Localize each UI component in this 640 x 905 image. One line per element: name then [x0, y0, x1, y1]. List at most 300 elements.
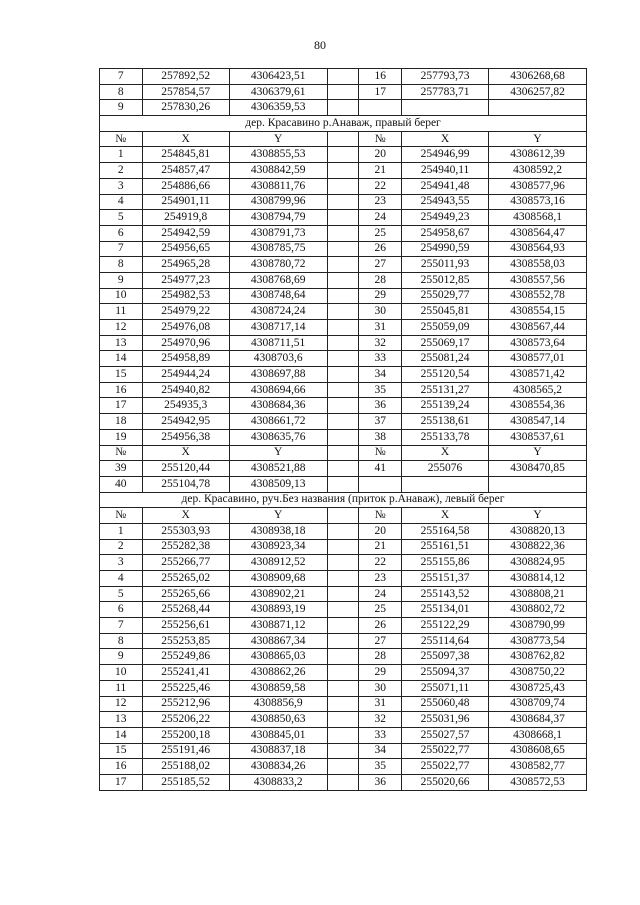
table-row [100, 225, 587, 241]
table-row [100, 272, 587, 288]
x-coordinate: 255266,77 [142, 555, 229, 571]
table-row [100, 743, 587, 759]
y-coordinate: 4308785,75 [229, 241, 327, 257]
y-coordinate: 4308509,13 [229, 476, 327, 492]
point-number: 16 [359, 69, 402, 85]
table-row [100, 712, 587, 728]
x-coordinate: 255256,61 [142, 618, 229, 634]
y-coordinate: 4308567,44 [489, 320, 587, 336]
point-number: 15 [100, 367, 143, 383]
table-row [100, 147, 587, 163]
point-number: 12 [100, 320, 143, 336]
x-coordinate: 255188,02 [142, 759, 229, 775]
x-coordinate: 255114,64 [401, 633, 488, 649]
column-gap [327, 304, 359, 320]
column-gap [327, 257, 359, 273]
y-coordinate: 4308573,16 [489, 194, 587, 210]
x-coordinate: 254857,47 [142, 163, 229, 179]
x-coordinate: 255185,52 [142, 774, 229, 790]
table-row [100, 539, 587, 555]
point-number: 35 [359, 759, 402, 775]
header-num: № [100, 445, 143, 461]
x-coordinate: 255206,22 [142, 712, 229, 728]
table-row [100, 178, 587, 194]
column-gap [327, 665, 359, 681]
point-number: 5 [100, 210, 143, 226]
header-num: № [359, 131, 402, 147]
x-coordinate: 254970,96 [142, 335, 229, 351]
y-coordinate: 4308855,53 [229, 147, 327, 163]
column-gap [327, 163, 359, 179]
point-number [359, 100, 402, 116]
point-number: 10 [100, 665, 143, 681]
x-coordinate: 255071,11 [401, 680, 488, 696]
column-gap [327, 147, 359, 163]
column-gap [327, 272, 359, 288]
y-coordinate: 4306423,51 [229, 69, 327, 85]
column-gap [327, 178, 359, 194]
x-coordinate: 255253,85 [142, 633, 229, 649]
column-gap [327, 461, 359, 477]
x-coordinate: 255081,24 [401, 351, 488, 367]
point-number: 17 [359, 84, 402, 100]
column-gap [327, 712, 359, 728]
header-num: № [100, 131, 143, 147]
y-coordinate: 4308661,72 [229, 414, 327, 430]
x-coordinate: 254919,8 [142, 210, 229, 226]
x-coordinate: 257830,26 [142, 100, 229, 116]
point-number: 22 [359, 178, 402, 194]
x-coordinate: 254942,59 [142, 225, 229, 241]
point-number: 19 [100, 429, 143, 445]
y-coordinate: 4308794,79 [229, 210, 327, 226]
point-number: 6 [100, 225, 143, 241]
x-coordinate: 254944,24 [142, 367, 229, 383]
y-coordinate: 4308811,76 [229, 178, 327, 194]
point-number: 16 [100, 759, 143, 775]
column-gap [327, 210, 359, 226]
table-row [100, 367, 587, 383]
point-number: 40 [100, 476, 143, 492]
x-coordinate: 255212,96 [142, 696, 229, 712]
x-coordinate: 254949,23 [401, 210, 488, 226]
column-gap [327, 225, 359, 241]
table-header-row [100, 508, 587, 524]
x-coordinate: 255268,44 [142, 602, 229, 618]
point-number: 29 [359, 665, 402, 681]
y-coordinate: 4308577,96 [489, 178, 587, 194]
y-coordinate: 4308725,43 [489, 680, 587, 696]
y-coordinate: 4308850,63 [229, 712, 327, 728]
x-coordinate: 255122,29 [401, 618, 488, 634]
y-coordinate: 4308564,93 [489, 241, 587, 257]
point-number: 22 [359, 555, 402, 571]
y-coordinate: 4308557,56 [489, 272, 587, 288]
y-coordinate: 4308558,03 [489, 257, 587, 273]
y-coordinate: 4308791,73 [229, 225, 327, 241]
x-coordinate: 257892,52 [142, 69, 229, 85]
x-coordinate: 254940,82 [142, 382, 229, 398]
column-gap [327, 759, 359, 775]
column-gap [327, 367, 359, 383]
x-coordinate: 255045,81 [401, 304, 488, 320]
x-coordinate: 255031,96 [401, 712, 488, 728]
x-coordinate: 255134,01 [401, 602, 488, 618]
x-coordinate: 255241,41 [142, 665, 229, 681]
y-coordinate: 4308571,42 [489, 367, 587, 383]
point-number: 7 [100, 69, 143, 85]
column-gap [327, 131, 359, 147]
point-number: 24 [359, 210, 402, 226]
y-coordinate: 4308703,6 [229, 351, 327, 367]
y-coordinate: 4308912,52 [229, 555, 327, 571]
point-number: 12 [100, 696, 143, 712]
x-coordinate: 255104,78 [142, 476, 229, 492]
y-coordinate: 4308790,99 [489, 618, 587, 634]
table-row [100, 241, 587, 257]
y-coordinate: 4308768,69 [229, 272, 327, 288]
point-number: 26 [359, 618, 402, 634]
x-coordinate: 255059,09 [401, 320, 488, 336]
point-number: 26 [359, 241, 402, 257]
y-coordinate: 4308750,22 [489, 665, 587, 681]
point-number: 21 [359, 163, 402, 179]
x-coordinate: 255012,85 [401, 272, 488, 288]
x-coordinate: 255138,61 [401, 414, 488, 430]
y-coordinate: 4306257,82 [489, 84, 587, 100]
point-number: 14 [100, 351, 143, 367]
table-row [100, 586, 587, 602]
table-row [100, 429, 587, 445]
y-coordinate: 4308845,01 [229, 727, 327, 743]
column-gap [327, 69, 359, 85]
column-gap [327, 618, 359, 634]
column-gap [327, 539, 359, 555]
x-coordinate: 255143,52 [401, 586, 488, 602]
y-coordinate: 4306359,53 [229, 100, 327, 116]
header-y: Y [229, 445, 327, 461]
x-coordinate: 254886,66 [142, 178, 229, 194]
point-number: 28 [359, 272, 402, 288]
point-number: 8 [100, 257, 143, 273]
y-coordinate [489, 100, 587, 116]
point-number: 1 [100, 523, 143, 539]
x-coordinate: 257783,71 [401, 84, 488, 100]
y-coordinate: 4308773,54 [489, 633, 587, 649]
table-header-row [100, 131, 587, 147]
table-row [100, 571, 587, 587]
y-coordinate: 4308814,12 [489, 571, 587, 587]
x-coordinate: 255139,24 [401, 398, 488, 414]
point-number: 20 [359, 147, 402, 163]
point-number: 4 [100, 194, 143, 210]
column-gap [327, 696, 359, 712]
y-coordinate: 4308521,88 [229, 461, 327, 477]
header-y: Y [229, 131, 327, 147]
y-coordinate: 4308694,66 [229, 382, 327, 398]
point-number: 9 [100, 272, 143, 288]
column-gap [327, 414, 359, 430]
x-coordinate: 255027,57 [401, 727, 488, 743]
y-coordinate: 4308822,36 [489, 539, 587, 555]
y-coordinate: 4308547,14 [489, 414, 587, 430]
table-row [100, 555, 587, 571]
point-number: 25 [359, 602, 402, 618]
point-number: 32 [359, 335, 402, 351]
point-number: 16 [100, 382, 143, 398]
point-number: 39 [100, 461, 143, 477]
y-coordinate: 4308871,12 [229, 618, 327, 634]
point-number: 41 [359, 461, 402, 477]
x-coordinate: 255151,37 [401, 571, 488, 587]
column-gap [327, 633, 359, 649]
table-row [100, 84, 587, 100]
x-coordinate: 255060,48 [401, 696, 488, 712]
x-coordinate: 255011,93 [401, 257, 488, 273]
point-number: 9 [100, 649, 143, 665]
table-row [100, 727, 587, 743]
x-coordinate: 255191,46 [142, 743, 229, 759]
x-coordinate: 255249,86 [142, 649, 229, 665]
table-row [100, 320, 587, 336]
column-gap [327, 288, 359, 304]
x-coordinate: 254845,81 [142, 147, 229, 163]
y-coordinate [489, 476, 587, 492]
column-gap [327, 680, 359, 696]
y-coordinate: 4308684,36 [229, 398, 327, 414]
y-coordinate: 4306379,61 [229, 84, 327, 100]
y-coordinate: 4308568,1 [489, 210, 587, 226]
column-gap [327, 743, 359, 759]
table-row [100, 618, 587, 634]
y-coordinate: 4308537,61 [489, 429, 587, 445]
point-number: 23 [359, 571, 402, 587]
column-gap [327, 523, 359, 539]
y-coordinate: 4308867,34 [229, 633, 327, 649]
column-gap [327, 241, 359, 257]
table-header-row [100, 445, 587, 461]
y-coordinate: 4308808,21 [489, 586, 587, 602]
point-number: 2 [100, 163, 143, 179]
table-row [100, 680, 587, 696]
table-row [100, 696, 587, 712]
x-coordinate: 255029,77 [401, 288, 488, 304]
column-gap [327, 382, 359, 398]
y-coordinate: 4308554,15 [489, 304, 587, 320]
x-coordinate: 255097,38 [401, 649, 488, 665]
x-coordinate: 255133,78 [401, 429, 488, 445]
point-number: 20 [359, 523, 402, 539]
table-row [100, 665, 587, 681]
table-row [100, 194, 587, 210]
table-row [100, 633, 587, 649]
point-number: 25 [359, 225, 402, 241]
section-title-row [100, 116, 587, 132]
table-row [100, 461, 587, 477]
point-number [359, 476, 402, 492]
point-number: 17 [100, 398, 143, 414]
column-gap [327, 649, 359, 665]
y-coordinate: 4308820,13 [489, 523, 587, 539]
y-coordinate: 4308565,2 [489, 382, 587, 398]
point-number: 11 [100, 680, 143, 696]
point-number: 36 [359, 398, 402, 414]
table-row [100, 523, 587, 539]
x-coordinate: 255265,66 [142, 586, 229, 602]
y-coordinate: 4308552,78 [489, 288, 587, 304]
point-number: 5 [100, 586, 143, 602]
x-coordinate: 255164,58 [401, 523, 488, 539]
point-number: 24 [359, 586, 402, 602]
column-gap [327, 602, 359, 618]
x-coordinate: 254943,55 [401, 194, 488, 210]
x-coordinate: 255069,17 [401, 335, 488, 351]
point-number: 35 [359, 382, 402, 398]
y-coordinate: 4308635,76 [229, 429, 327, 445]
x-coordinate: 254941,48 [401, 178, 488, 194]
x-coordinate: 255120,54 [401, 367, 488, 383]
point-number: 7 [100, 618, 143, 634]
column-gap [327, 727, 359, 743]
x-coordinate: 254935,3 [142, 398, 229, 414]
point-number: 15 [100, 743, 143, 759]
point-number: 14 [100, 727, 143, 743]
header-num: № [100, 508, 143, 524]
point-number: 34 [359, 367, 402, 383]
y-coordinate: 4308842,59 [229, 163, 327, 179]
column-gap [327, 476, 359, 492]
point-number: 2 [100, 539, 143, 555]
table-row [100, 602, 587, 618]
column-gap [327, 398, 359, 414]
section-title: дер. Красавино р.Анаваж, правый берег [100, 116, 587, 132]
x-coordinate: 254976,08 [142, 320, 229, 336]
point-number: 36 [359, 774, 402, 790]
point-number: 27 [359, 633, 402, 649]
point-number: 3 [100, 555, 143, 571]
x-coordinate: 255131,27 [401, 382, 488, 398]
y-coordinate: 4306268,68 [489, 69, 587, 85]
table-row [100, 163, 587, 179]
column-gap [327, 774, 359, 790]
y-coordinate: 4308748,64 [229, 288, 327, 304]
table-row [100, 759, 587, 775]
x-coordinate: 255200,18 [142, 727, 229, 743]
x-coordinate: 255120,44 [142, 461, 229, 477]
point-number: 17 [100, 774, 143, 790]
y-coordinate: 4308612,39 [489, 147, 587, 163]
x-coordinate: 255094,37 [401, 665, 488, 681]
point-number: 38 [359, 429, 402, 445]
header-x: X [401, 131, 488, 147]
point-number: 32 [359, 712, 402, 728]
point-number: 13 [100, 712, 143, 728]
header-x: X [401, 508, 488, 524]
point-number: 9 [100, 100, 143, 116]
header-x: X [142, 131, 229, 147]
header-x: X [401, 445, 488, 461]
column-gap [327, 429, 359, 445]
point-number: 30 [359, 304, 402, 320]
y-coordinate: 4308697,88 [229, 367, 327, 383]
y-coordinate: 4308573,64 [489, 335, 587, 351]
section-title: дер. Красавино, руч.Без названия (приток р.Анаваж), левый берег [100, 492, 587, 508]
x-coordinate: 254956,65 [142, 241, 229, 257]
x-coordinate: 254956,38 [142, 429, 229, 445]
y-coordinate: 4308724,24 [229, 304, 327, 320]
column-gap [327, 100, 359, 116]
point-number: 31 [359, 696, 402, 712]
table-row [100, 476, 587, 492]
point-number: 30 [359, 680, 402, 696]
y-coordinate: 4308780,72 [229, 257, 327, 273]
point-number: 7 [100, 241, 143, 257]
column-gap [327, 445, 359, 461]
x-coordinate: 254958,67 [401, 225, 488, 241]
point-number: 29 [359, 288, 402, 304]
point-number: 6 [100, 602, 143, 618]
y-coordinate: 4308564,47 [489, 225, 587, 241]
x-coordinate: 255076 [401, 461, 488, 477]
point-number: 23 [359, 194, 402, 210]
x-coordinate: 254942,95 [142, 414, 229, 430]
x-coordinate: 254958,89 [142, 351, 229, 367]
table-row [100, 335, 587, 351]
x-coordinate: 255020,66 [401, 774, 488, 790]
page-number: 80 [314, 38, 326, 52]
y-coordinate: 4308923,34 [229, 539, 327, 555]
y-coordinate: 4308862,26 [229, 665, 327, 681]
point-number: 3 [100, 178, 143, 194]
y-coordinate: 4308709,74 [489, 696, 587, 712]
y-coordinate: 4308668,1 [489, 727, 587, 743]
x-coordinate: 257793,73 [401, 69, 488, 85]
table-row [100, 304, 587, 320]
point-number: 4 [100, 571, 143, 587]
column-gap [327, 351, 359, 367]
header-x: X [142, 508, 229, 524]
point-number: 11 [100, 304, 143, 320]
x-coordinate: 257854,57 [142, 84, 229, 100]
x-coordinate: 254977,23 [142, 272, 229, 288]
y-coordinate: 4308902,21 [229, 586, 327, 602]
table-row [100, 257, 587, 273]
header-num: № [359, 445, 402, 461]
y-coordinate: 4308762,82 [489, 649, 587, 665]
table-row [100, 351, 587, 367]
y-coordinate: 4308909,68 [229, 571, 327, 587]
y-coordinate: 4308470,85 [489, 461, 587, 477]
table-row [100, 69, 587, 85]
table-row [100, 382, 587, 398]
x-coordinate: 254940,11 [401, 163, 488, 179]
column-gap [327, 571, 359, 587]
y-coordinate: 4308893,19 [229, 602, 327, 618]
x-coordinate: 254990,59 [401, 241, 488, 257]
table-row [100, 414, 587, 430]
y-coordinate: 4308834,26 [229, 759, 327, 775]
column-gap [327, 508, 359, 524]
y-coordinate: 4308859,58 [229, 680, 327, 696]
point-number: 34 [359, 743, 402, 759]
x-coordinate: 255225,46 [142, 680, 229, 696]
point-number: 13 [100, 335, 143, 351]
y-coordinate: 4308717,14 [229, 320, 327, 336]
header-y: Y [229, 508, 327, 524]
table-row [100, 100, 587, 116]
y-coordinate: 4308554,36 [489, 398, 587, 414]
header-x: X [142, 445, 229, 461]
